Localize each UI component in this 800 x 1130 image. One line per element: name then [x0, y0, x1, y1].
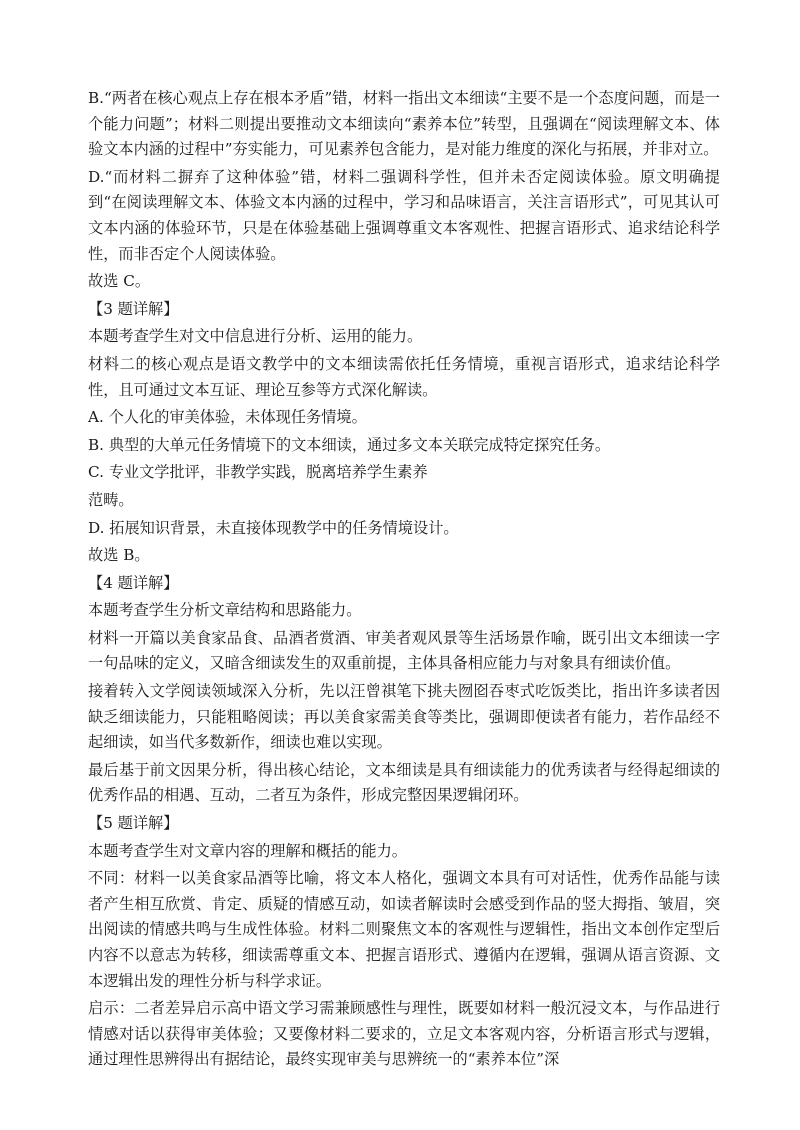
paragraph: B.“两者在核心观点上存在根本矛盾”错，材料一指出文本细读“主要不是一个态度问题，而是一个能力问题”；材料二则提出要推动文本细读向“素养本位”转型，且强调在“阅读理解文本、体验文本内涵的过程中”夯实能力，可见素养包含能力，是对能力维度的深化与拓展，并非对立。 [88, 89, 720, 159]
paragraph: 本题考查学生对文章内容的理解和概括的能力。 [88, 841, 407, 860]
paragraph: D. 拓展知识背景，未直接体现教学中的任务情境设计。 [88, 518, 459, 537]
paragraph: D.“而材料二摒弃了这种体验”错，材料二强调科学性，但并未否定阅读体验。原文明确提到“在阅读理解文本、体验文本内涵的过程中，学习和品味语言，关注言语形式”，可见其认可文本内涵的体验环节，只是在体验基础上强调尊重文本客观性、把握言语形式、追求结论科学性，而非否定个人阅读体验。 [88, 167, 720, 263]
section-heading: 【4 题详解】 [88, 573, 179, 592]
paragraph: C. 专业文学批评，非教学实践，脱离培养学生素养 [88, 463, 428, 482]
section-heading: 【3 题详解】 [88, 299, 179, 318]
paragraph: 范畴。 [88, 490, 134, 509]
paragraph: 最后基于前文因果分析，得出核心结论，文本细读是具有细读能力的优秀读者与经得起细读的优秀作品的相遇、互动，二者互为条件，形成完整因果逻辑闭环。 [88, 760, 720, 805]
document-page [88, 86, 720, 1075]
paragraph: 不同：材料一以美食家品酒等比喻，将文本人格化，强调文本具有可对话性，优秀作品能与读者产生相互欣赏、肯定、质疑的情感互动，如读者解读时会感受到作品的竖大拇指、皱眉，突出阅读的情感共鸣与生成性体验。材料二则聚焦文本的客观性与逻辑性，指出文本创作定型后内容不以意志为转移，细读需尊重文本、把握言语形式、遵循内在逻辑，强调从语言资源、文本逻辑出发的理性分析与科学求证。 [88, 869, 720, 990]
paragraph: 故选 B。 [88, 546, 150, 565]
paragraph: A. 个人化的审美体验，未体现任务情境。 [88, 408, 367, 427]
paragraph: 本题考查学生对文中信息进行分析、运用的能力。 [88, 327, 423, 346]
paragraph: B. 典型的大单元任务情境下的文本细读，通过多文本关联完成特定探究任务。 [88, 435, 611, 454]
paragraph: 材料二的核心观点是语文教学中的文本细读需依托任务情境，重视言语形式，追求结论科学性，且可通过文本互证、理论互参等方式深化解读。 [88, 354, 720, 399]
paragraph: 故选 C。 [88, 272, 151, 291]
paragraph: 启示：二者差异启示高中语文学习需兼顾感性与理性，既要如材料一般沉浸文本，与作品进行情感对话以获得审美体验；又要像材料二要求的，立足文本客观内容，分析语言形式与逻辑，通过理性思辨得出有据结论，最终实现审美与思辨统一的“素养本位”深 [88, 999, 720, 1069]
paragraph: 材料一开篇以美食家品食、品酒者赏酒、审美者观风景等生活场景作喻，既引出文本细读一字一句品味的定义，又暗含细读发生的双重前提，主体具备相应能力与对象具有细读价值。 [88, 628, 720, 673]
paragraph: 本题考查学生分析文章结构和思路能力。 [88, 601, 362, 620]
paragraph: 接着转入文学阅读领域深入分析，先以汪曾祺笔下挑夫囫囵吞枣式吃饭类比，指出许多读者因缺乏细读能力，只能粗略阅读；再以美食家需美食等类比，强调即便读者有能力，若作品经不起细读，如当代多数新作，细读也难以实现。 [88, 682, 720, 752]
section-heading: 【5 题详解】 [88, 814, 179, 833]
